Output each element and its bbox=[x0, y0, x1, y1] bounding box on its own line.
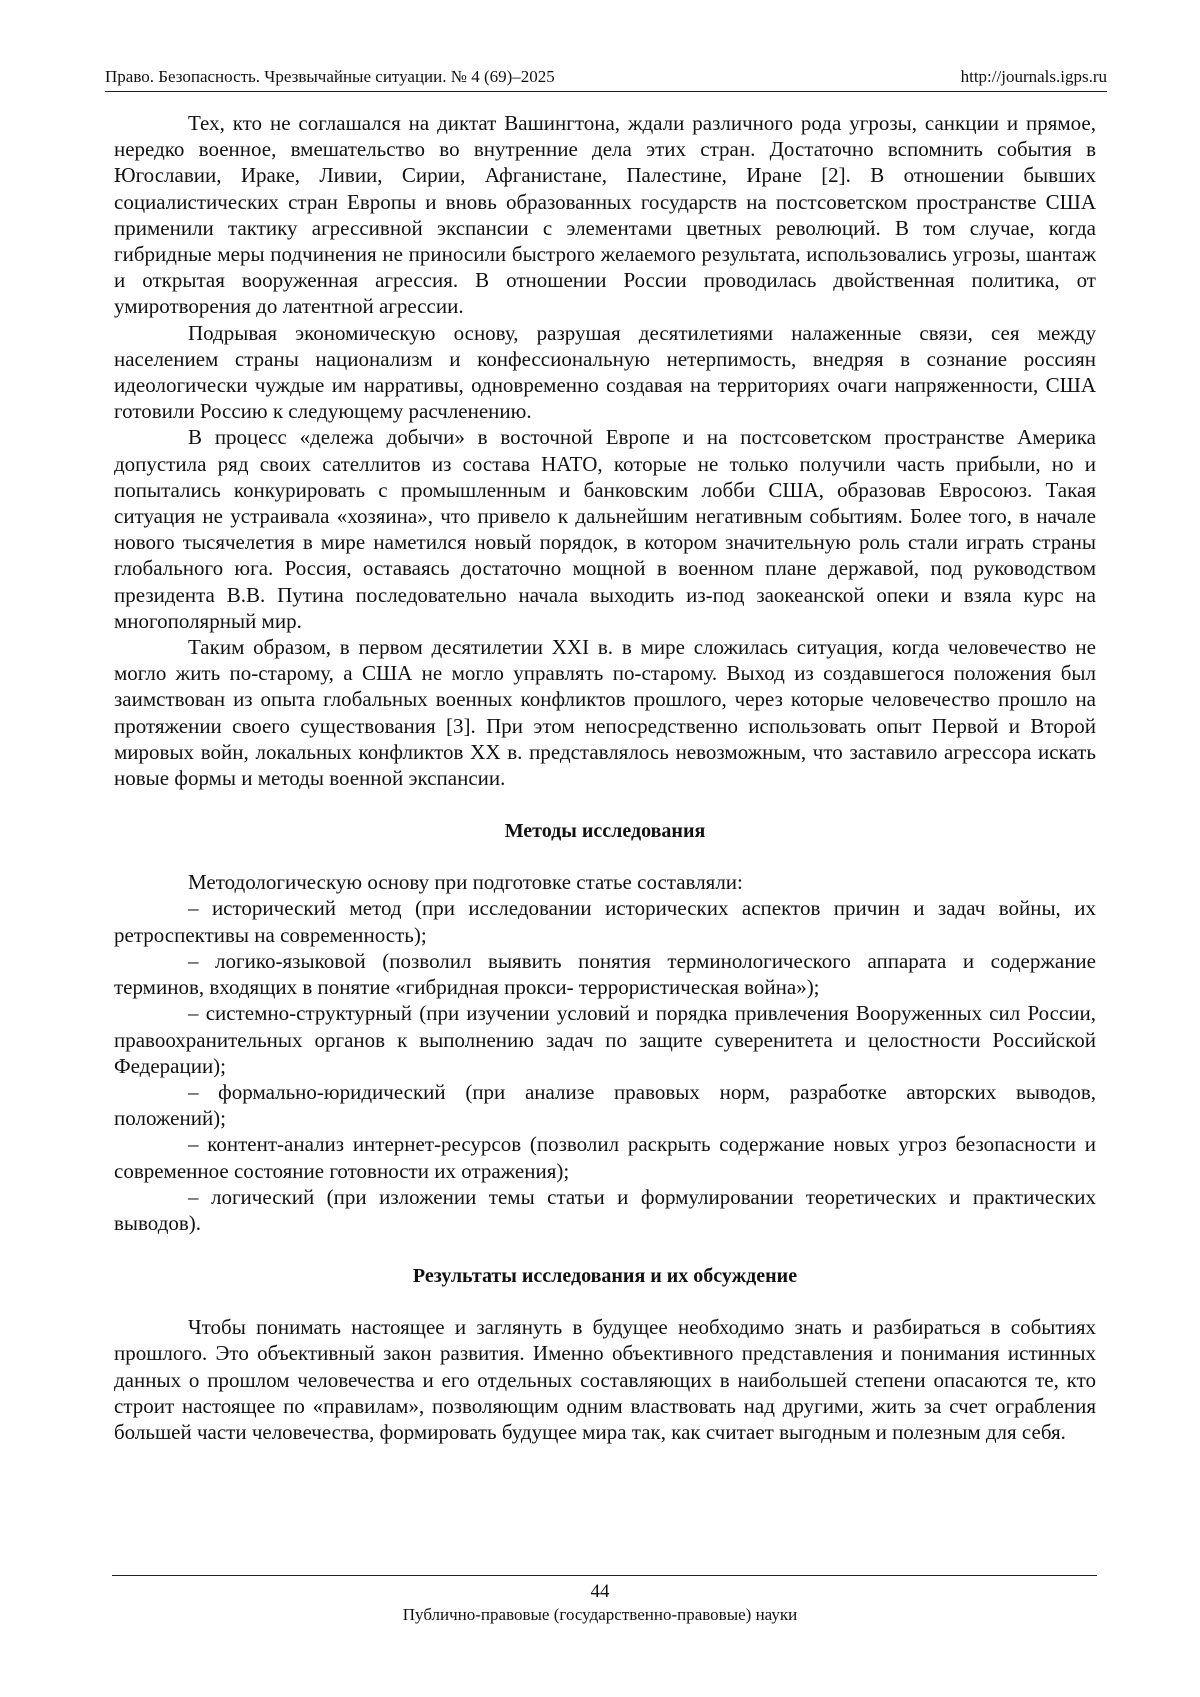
header-divider bbox=[105, 91, 1107, 92]
page-number: 44 bbox=[590, 1581, 610, 1602]
journal-url[interactable]: http://journals.igps.ru bbox=[960, 67, 1107, 86]
method-item-logical-linguistic: – логико-языковой (позволил выявить понятия терминологического аппарата и содержание терминов, входящих в понятие «гибридная прокси- террористическая война»); bbox=[114, 948, 1096, 1000]
results-paragraph-1: Чтобы понимать настоящее и заглянуть в будущее необходимо знать и разбираться в событиях прошлого. Это объективный закон развития. Именно объективного представления и понимания истинных данных о прошлом человечества и его отдельных составляющих в наибольшей степени опасаются те, кто строит настоящее по «правилам», позволяющим одним властвовать над другими, жить за счет ограбления большей части человечества, формировать будущее мира так, как считает выгодным и полезным для себя. bbox=[114, 1315, 1096, 1444]
intro-paragraph-3: В процесс «дележа добычи» в восточной Европе и на постсоветском пространстве Америка допустила ряд своих сателлитов из состава НАТО, которые не только получили часть прибыли, но и попытались конкурировать с промышленным и банковским лобби США, образовав Евросоюз. Такая ситуация не устраивала «хозяина», что привело к дальнейшим негативным событиям. Более того, в начале нового тысячелетия в мире наметился новый порядок, в котором значительную роль стали играть страны глобального юга. Россия, оставаясь достаточно мощной в военном плане державой, под руководством президента В.В. Путина последовательно начала выходить из-под заокеанской опеки и взяла курс на многополярный мир. bbox=[114, 425, 1096, 633]
method-item-content-analysis: – контент-анализ интернет-ресурсов (позволил раскрыть содержание новых угроз безопасности и современное состояние готовности их отражения); bbox=[114, 1132, 1096, 1183]
method-item-historical: – исторический метод (при исследовании исторических аспектов причин и задач войны, их ретроспективы на современность); bbox=[114, 896, 1096, 947]
intro-paragraph-1: Тех, кто не соглашался на диктат Вашингтона, ждали различного рода угрозы, санкции и прямое, нередко военное, вмешательство во внутренние дела этих стран. Достаточно вспомнить события в Югославии, Ираке, Ливии, Сирии, Афганистане, Палестине, Иране [2]. В отношении бывших социалистических стран Европы и вновь образованных государств на постсоветском пространстве США применили тактику агрессивной экспансии с элементами цветных революций. В том случае, когда гибридные меры подчинения не приносили быстрого желаемого результата, использовались угрозы, шантаж и открытая вооруженная агрессия. В отношении России проводилась двойственная политика, от умиротворения до латентной агрессии. bbox=[114, 111, 1096, 319]
intro-paragraph-4: Таким образом, в первом десятилетии XXI в. в мире сложилась ситуация, когда человечество не могло жить по-старому, а США не могло управлять по-старому. Выход из создавшегося положения был заимствован из опыта глобальных военных конфликтов прошлого, через которые человечество прошло на протяжении своего существования [3]. При этом непосредственно использовать опыт Первой и Второй мировых войн, локальных конфликтов XX в. представлялось невозможным, что заставило агрессора искать новые формы и методы военной экспансии. bbox=[114, 635, 1096, 791]
method-item-system-structural: – системно-структурный (при изучении условий и порядка привлечения Вооруженных сил России, правоохранительных органов к выполнению задач по защите суверенитета и целостности Российской Федерации); bbox=[114, 1001, 1096, 1078]
method-item-formal-legal: – формально-юридический (при анализе правовых норм, разработке авторских выводов, положений); bbox=[114, 1079, 1096, 1131]
intro-paragraph-2: Подрывая экономическую основу, разрушая десятилетиями налаженные связи, сея между населением страны национализм и конфессиональную нетерпимость, внедряя в сознание россиян идеологически чуждые им нарративы, одновременно создавая на территориях очаги напряженности, США готовили Россию к следующему расчленению. bbox=[114, 320, 1096, 424]
footer-section-name: Публично-правовые (государственно-правовые) науки bbox=[402, 1605, 798, 1624]
method-item-logical: – логический (при изложении темы статьи и формулировании теоретических и практических выводов). bbox=[114, 1184, 1096, 1235]
article-body bbox=[114, 110, 1096, 1445]
footer-divider bbox=[112, 1575, 1097, 1576]
results-heading: Результаты исследования и их обсуждение bbox=[412, 1265, 798, 1288]
methods-heading: Методы исследования bbox=[504, 820, 706, 843]
methods-intro: Методологическую основу при подготовке статье составляли: bbox=[188, 870, 743, 895]
journal-title: Право. Безопасность. Чрезвычайные ситуации. № 4 (69)–2025 bbox=[105, 67, 555, 86]
